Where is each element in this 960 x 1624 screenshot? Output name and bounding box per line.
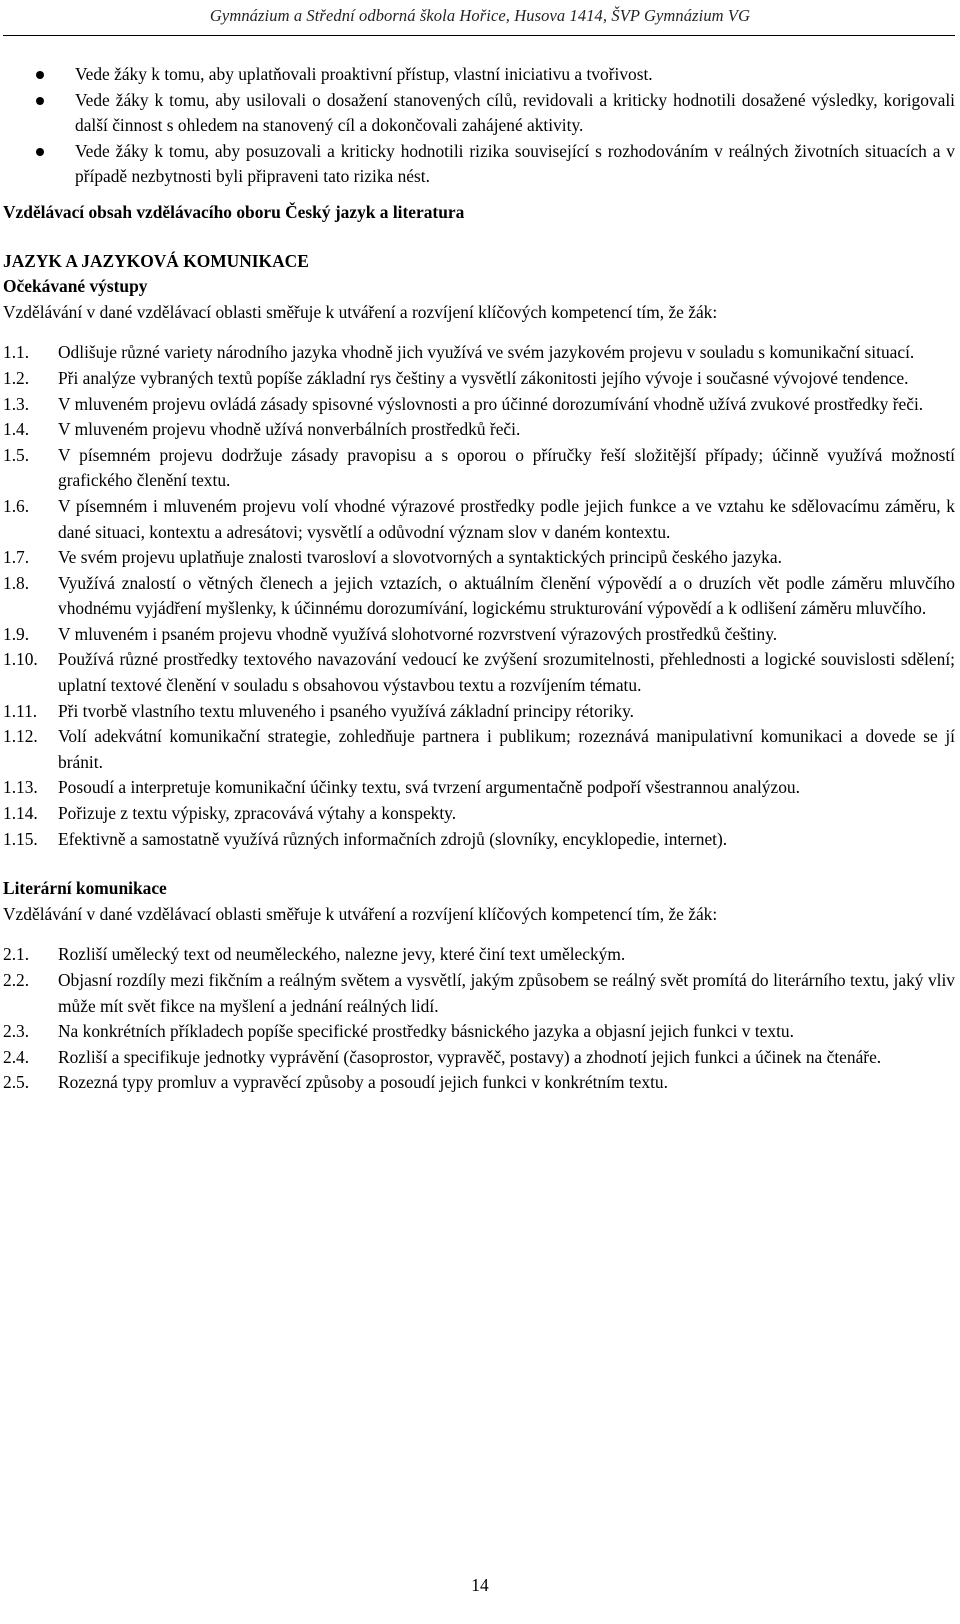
outcome-item — [3, 801, 955, 827]
part2-intro: Vzdělávání v dané vzdělávací oblasti směřuje k utváření a rozvíjení klíčových kompetencí tím, že žák: — [3, 903, 718, 924]
outcome-text: V mluveném projevu ovládá zásady spisovné výslovnosti a pro účinné dorozumívání vhodně užívá zvukové prostředky řeči. — [58, 393, 924, 414]
outcome-text: V písemném i mluveném projevu volí vhodné výrazové prostředky podle jejich funkce a ve vztahu ke sdělovacímu záměru, k dané situaci, kontextu a adresátovi; vysvětlí a odůvodní význam slov v daném kontextu. — [58, 495, 955, 542]
page-content — [3, 62, 955, 1096]
outcome-number: 1.5. — [3, 444, 30, 465]
outcome-text: Rozliší umělecký text od neuměleckého, nalezne jevy, které činí text uměleckým. — [58, 944, 626, 965]
outcome-text: Na konkrétních příkladech popíše specifické prostředky básnického jazyka a objasní jejich funkci v textu. — [58, 1021, 794, 1042]
outcome-item — [3, 1019, 955, 1045]
outcome-text: Volí adekvátní komunikační strategie, zohledňuje partnera i publikum; rozeznává manipulativní komunikaci a dovede se jí bránit. — [58, 726, 955, 772]
outcome-item — [3, 417, 955, 443]
outcome-number: 1.1. — [3, 342, 30, 363]
outcome-text: Rozezná typy promluv a vypravěcí způsoby a posoudí jejich funkci v konkrétním textu. — [58, 1072, 668, 1093]
running-header: Gymnázium a Střední odborná škola Hořice, Husova 1414, ŠVP Gymnázium VG — [209, 6, 751, 25]
outcome-item — [3, 647, 955, 698]
outcome-number: 1.6. — [3, 495, 30, 516]
outcome-number: 2.2. — [3, 970, 30, 990]
outcome-text: Ve svém projevu uplatňuje znalosti tvarosloví a slovotvorných a syntaktických principů českého jazyka. — [58, 547, 782, 568]
part1-title: JAZYK A JAZYKOVÁ KOMUNIKACE — [3, 250, 309, 271]
outcome-text: Odlišuje různé variety národního jazyka vhodně jich využívá ve svém jazykovém projevu v souladu s komunikační situací. — [58, 342, 915, 363]
outcome-number: 1.15. — [3, 828, 38, 849]
outcome-text: Rozliší a specifikuje jednotky vyprávění (časoprostor, vypravěč, postavy) a zhodnotí jejich funkci a účinek na čtenáře. — [58, 1046, 882, 1067]
outcome-number: 1.14. — [3, 803, 38, 824]
outcome-number: 1.4. — [3, 419, 30, 440]
outcome-text: Posoudí a interpretuje komunikační účinky textu, svá tvrzení argumentačně podpoří všestrannou analýzou. — [58, 777, 800, 798]
outcome-number: 1.13. — [3, 777, 38, 798]
outcome-number: 1.7. — [3, 547, 30, 568]
bullet-text: Vede žáky k tomu, aby posuzovali a kriticky hodnotili rizika související s rozhodováním v reálných životních situacích a v případě nezbytnosti byli připraveni tato rizika nést. — [75, 140, 955, 187]
outcome-text: Pořizuje z textu výpisky, zpracovává výtahy a konspekty. — [58, 803, 457, 824]
outcome-text: Využívá znalostí o větných členech a jejich vztazích, o aktuálním členění výpovědí a o druzích vět podle záměru mluvčího vhodnému vyjádření myšlenky, k účinnému dorozumívání, logickému strukturování výpovědí a k odlišení záměru mluvčího. — [58, 572, 955, 619]
outcome-item — [3, 392, 955, 418]
outcome-item — [3, 827, 955, 853]
bullet-item — [3, 62, 955, 88]
outcome-item — [3, 724, 955, 775]
outcome-item — [3, 571, 955, 622]
part1-subheading: Očekávané výstupy — [3, 276, 148, 297]
section-heading: Vzdělávací obsah vzdělávacího oboru Český jazyk a literatura — [3, 201, 465, 222]
outcome-text: Používá různé prostředky textového navazování vedoucí ke zvýšení srozumitelnosti, přehlednosti a logické souvislosti sdělení; uplatní textové členění v souladu s obsahovou výstavbou textu a rozvíjením tématu. — [58, 649, 955, 696]
outcome-item — [3, 968, 955, 1019]
outcome-item — [3, 699, 955, 725]
outcome-item — [3, 494, 955, 545]
outcome-item — [3, 622, 955, 648]
outcome-text: V písemném projevu dodržuje zásady pravopisu a s oporou o příručky řeší složitější případy; účinně využívá možností grafického členění textu. — [58, 444, 955, 491]
outcome-number: 1.8. — [3, 572, 30, 593]
bullet-dot-icon — [36, 97, 44, 105]
outcome-number: 2.5. — [3, 1072, 30, 1093]
outcome-text: V mluveném projevu vhodně užívá nonverbálních prostředků řeči. — [58, 419, 521, 440]
outcome-item — [3, 1070, 955, 1096]
outcome-number: 1.10. — [3, 649, 38, 670]
part2-subheading: Literární komunikace — [3, 878, 167, 899]
outcome-text: Při tvorbě vlastního textu mluveného i psaného využívá základní principy rétoriky. — [58, 700, 635, 721]
outcome-text: Při analýze vybraných textů popíše základní rys češtiny a vysvětlí zákonitosti jejího vývoje i současné vývojové tendence. — [58, 367, 909, 388]
outcome-number: 1.3. — [3, 393, 30, 414]
header-divider — [3, 35, 955, 36]
outcome-number: 1.2. — [3, 367, 30, 388]
bullet-item — [3, 88, 955, 139]
outcome-number: 2.4. — [3, 1046, 30, 1067]
outcome-item — [3, 366, 955, 392]
part1-intro: Vzdělávání v dané vzdělávací oblasti směřuje k utváření a rozvíjení klíčových kompetencí tím, že žák: — [3, 301, 718, 322]
outcome-number: 1.9. — [3, 623, 30, 644]
page-number: 14 — [471, 1575, 489, 1595]
outcome-number: 1.11. — [3, 700, 38, 721]
bullet-dot-icon — [36, 71, 44, 79]
intro-bullet-list — [3, 62, 955, 190]
outcome-number: 2.1. — [3, 944, 30, 965]
bullet-dot-icon — [36, 148, 44, 156]
bullet-item — [3, 139, 955, 190]
outcome-item — [3, 775, 955, 801]
bullet-text: Vede žáky k tomu, aby usilovali o dosažení stanovených cílů, revidovali a kriticky hodnotili dosažené výsledky, korigovali další činnost s ohledem na stanovený cíl a dokončovali zahájené aktivity. — [75, 89, 955, 136]
outcome-number: 1.12. — [3, 726, 38, 747]
outcome-text: Efektivně a samostatně využívá různých informačních zdrojů (slovníky, encyklopedie, internet). — [58, 828, 728, 849]
outcome-item — [3, 1045, 955, 1071]
part1-outcome-list — [3, 340, 955, 852]
outcome-item — [3, 545, 955, 571]
outcome-number: 2.3. — [3, 1021, 30, 1042]
outcome-item — [3, 942, 955, 968]
outcome-text: Objasní rozdíly mezi fikčním a reálným světem a vysvětlí, jakým způsobem se reálný svět promítá do literárního textu, jaký vliv může mít svět fikce na myšlení a jednání reálných lidí. — [58, 970, 955, 1016]
bullet-text: Vede žáky k tomu, aby uplatňovali proaktivní přístup, vlastní iniciativu a tvořivost. — [75, 64, 653, 84]
outcome-item — [3, 340, 955, 366]
outcome-item — [3, 443, 955, 494]
outcome-text: V mluveném i psaném projevu vhodně využívá slohotvorné rozvrstvení výrazových prostředků češtiny. — [58, 623, 778, 644]
part2-outcome-list — [3, 942, 955, 1096]
